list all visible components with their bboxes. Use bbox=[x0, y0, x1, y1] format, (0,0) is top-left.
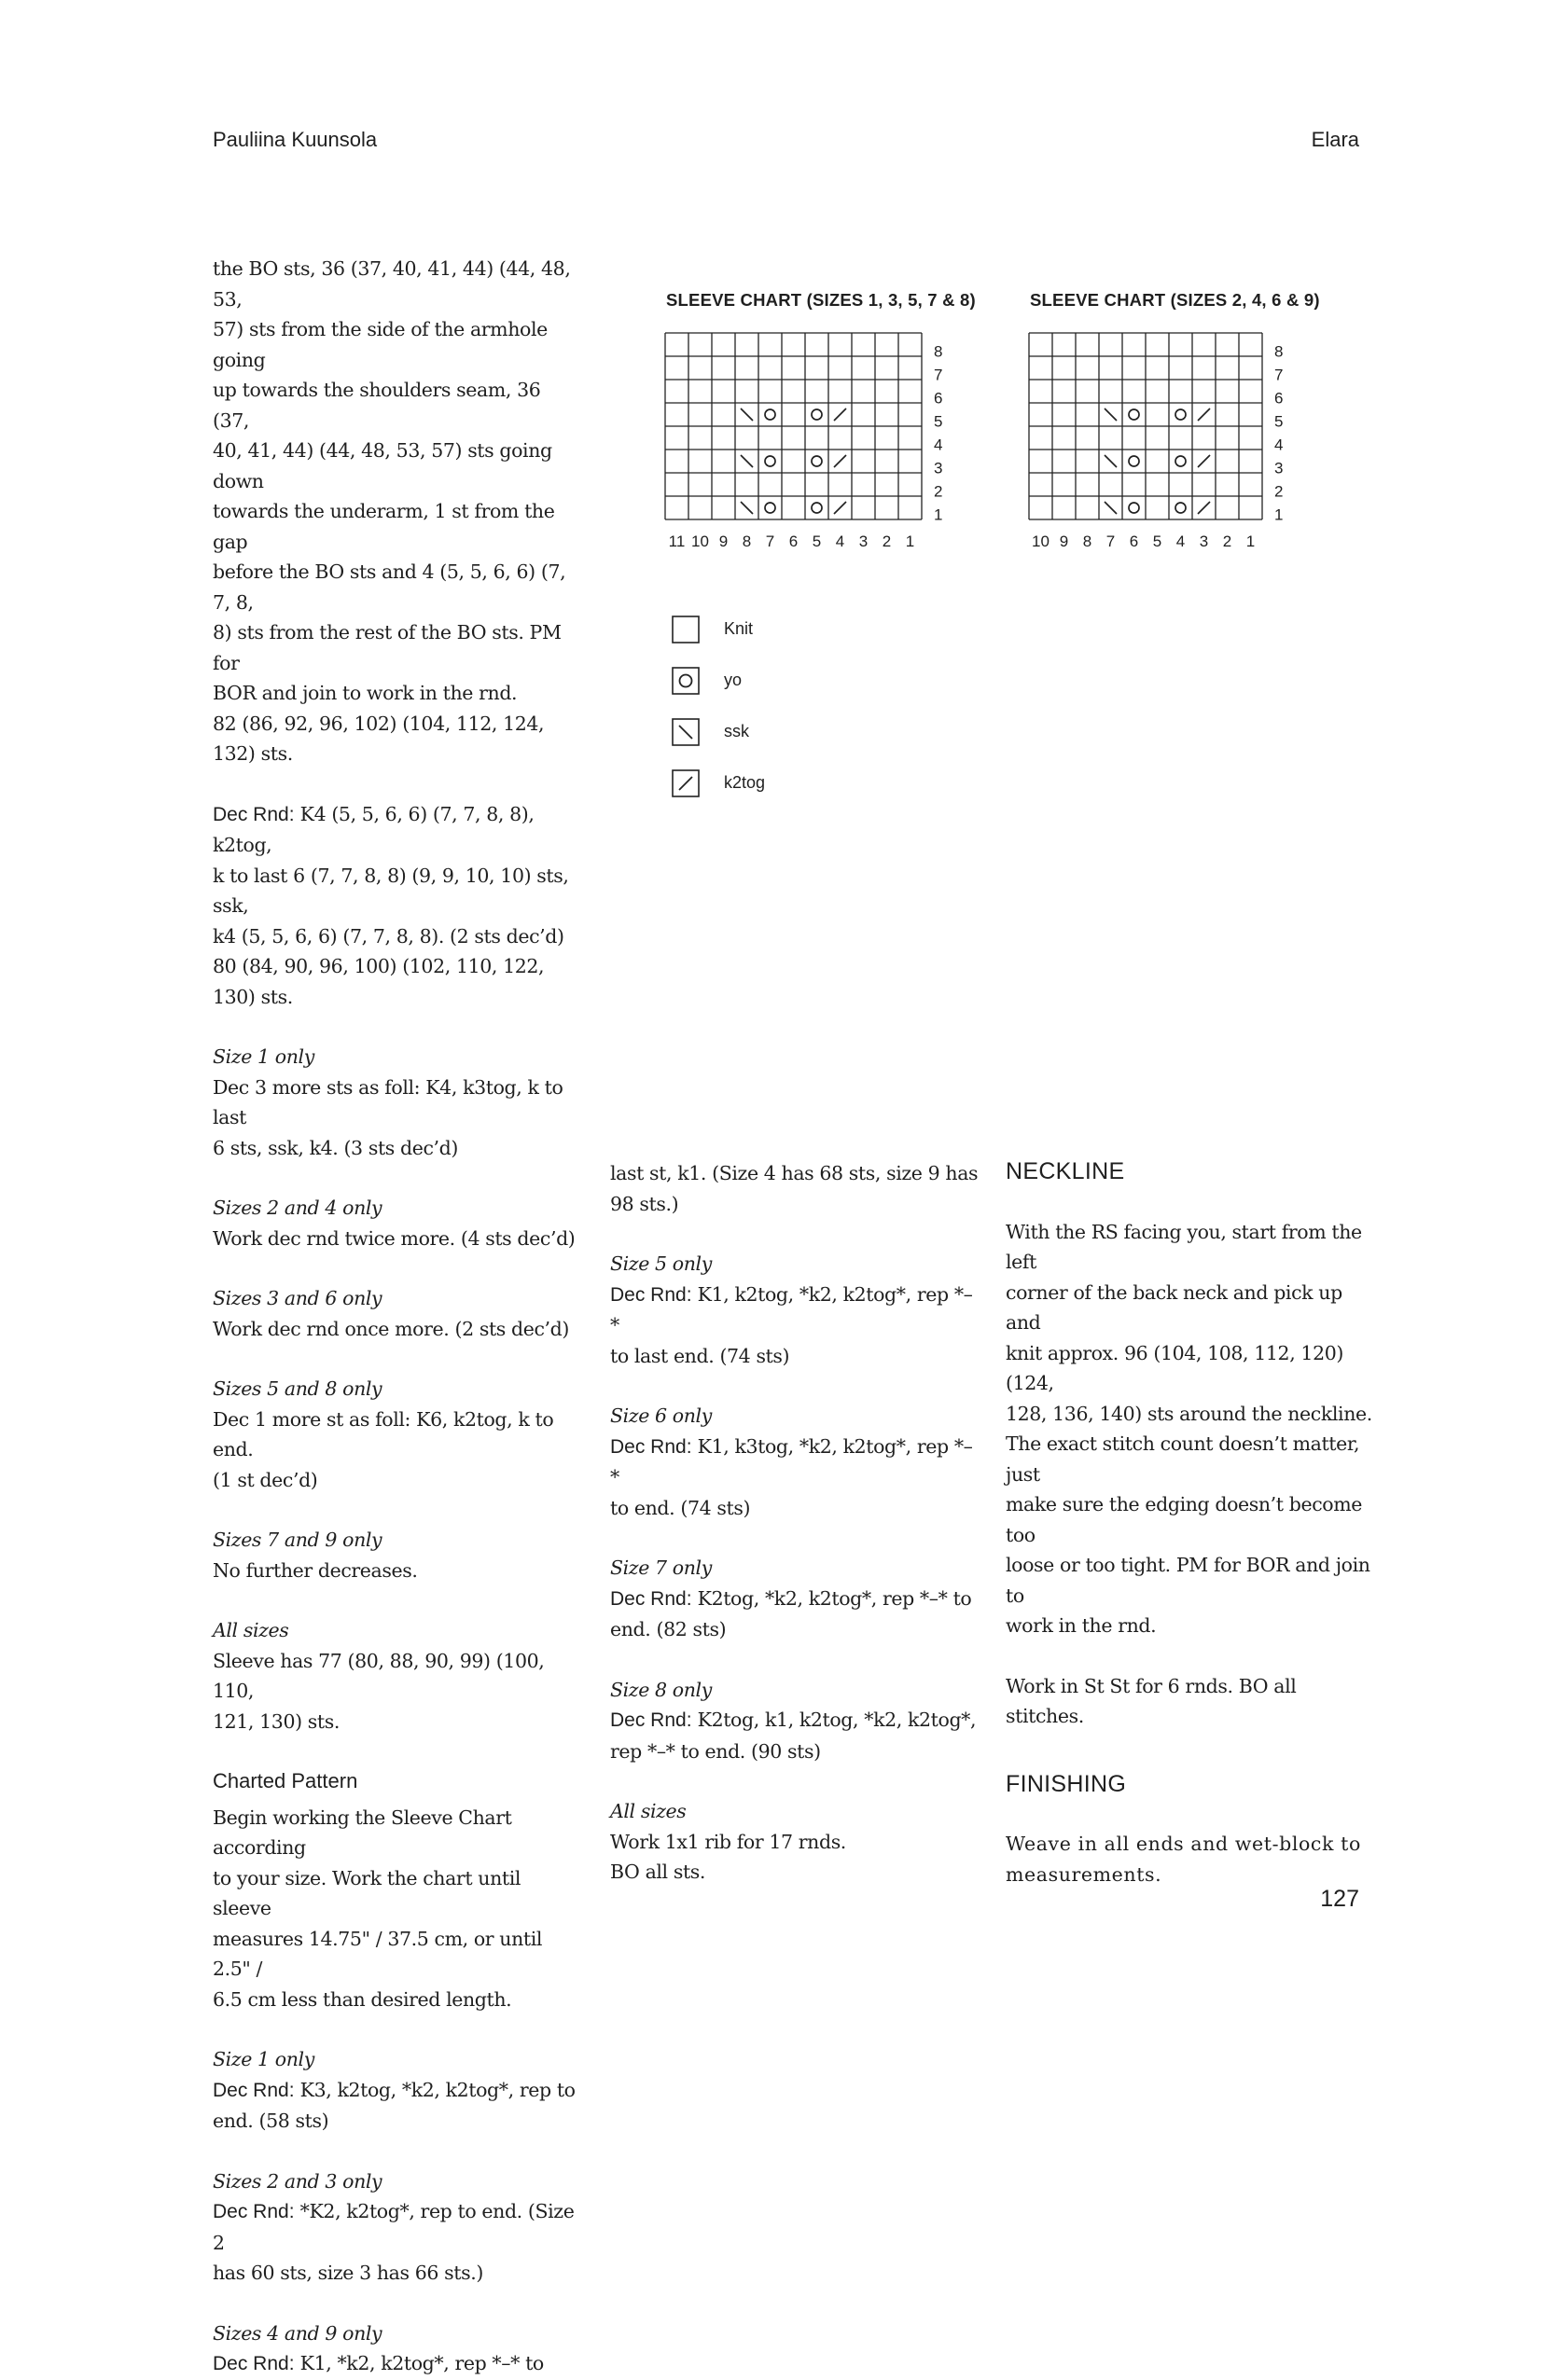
size-heading: Sizes 4 and 9 only bbox=[213, 2321, 382, 2345]
row-number: 2 bbox=[934, 482, 943, 501]
row-number: 4 bbox=[934, 436, 943, 454]
k2tog-symbol bbox=[834, 455, 846, 467]
size-heading: Size 5 only bbox=[610, 1252, 712, 1275]
ssk-symbol bbox=[1105, 455, 1117, 467]
sizes-5-8-block: Sizes 5 and 8 only Dec 1 more st as foll: K6, k2tog, k to end. (1 st dec’d) bbox=[213, 1374, 581, 1495]
size-heading: Sizes 2 and 4 only bbox=[213, 1197, 382, 1219]
right-column bbox=[1006, 1156, 1379, 1919]
row-number: 3 bbox=[1274, 459, 1284, 477]
sizes-2-4-block: Sizes 2 and 4 only Work dec rnd twice more. (4 sts dec’d) bbox=[213, 1193, 581, 1253]
yo-symbol bbox=[812, 503, 822, 513]
row-number: 8 bbox=[1274, 342, 1284, 361]
size-heading: Sizes 7 and 9 only bbox=[213, 1529, 382, 1551]
knit-icon bbox=[672, 616, 700, 643]
middle-column bbox=[610, 1158, 979, 1888]
yo-symbol bbox=[812, 456, 822, 466]
yo-symbol bbox=[812, 409, 822, 420]
k2tog-symbol bbox=[1198, 408, 1210, 421]
column-number: 5 bbox=[812, 533, 822, 550]
k2tog-symbol bbox=[834, 408, 846, 421]
row-number: 1 bbox=[934, 505, 943, 524]
size-8-block: Size 8 only Dec Rnd: K2tog, k1, k2tog, *k2, k2tog*, rep *–* to end. (90 sts) bbox=[610, 1675, 979, 1767]
k2tog-symbol bbox=[834, 502, 846, 514]
column-number: 11 bbox=[668, 533, 686, 550]
column-number: 10 bbox=[1032, 533, 1050, 550]
dec-rnd-label: Dec Rnd: bbox=[213, 803, 295, 825]
yo-symbol bbox=[1175, 409, 1186, 420]
neckline-paragraph: With the RS facing you, start from the left corner of the back neck and pick up and knit approx. 96 (104, 108, 112, 120) (124, 128, 136, 140) sts around the neckline. The exact stitch count doesn’t matter, just make sure the edging doesn’t become too loose or too tight. PM for BOR and join to work in the rnd. bbox=[1006, 1220, 1372, 1637]
column-number: 10 bbox=[691, 533, 709, 550]
chart-grid bbox=[1029, 333, 1262, 519]
continued-paragraph: last st, k1. (Size 4 has 68 sts, size 9 has 98 sts.) bbox=[610, 1162, 979, 1215]
column-number: 6 bbox=[1129, 533, 1139, 550]
column-number: 9 bbox=[718, 533, 729, 550]
yo-symbol bbox=[765, 456, 775, 466]
running-header-author: Pauliina Kuunsola bbox=[213, 128, 378, 151]
row-number: 7 bbox=[1274, 366, 1284, 384]
yo-symbol bbox=[1175, 503, 1186, 513]
left-column-top bbox=[213, 254, 581, 2380]
charted-pattern-paragraph: Begin working the Sleeve Chart according to your size. Work the chart until sleeve measures 14.75" / 37.5 cm, or until 2.5" / 6.5 cm less than desired length. bbox=[213, 1806, 543, 2011]
row-number: 5 bbox=[1274, 412, 1284, 431]
row-number: 6 bbox=[1274, 389, 1284, 408]
intro-paragraph: the BO sts, 36 (37, 40, 41, 44) (44, 48, 53, 57) sts from the side of the armhole going up towards the shoulders seam, 36 (37, 40, 41, 44) (44, 48, 53, 57) sts going down towards the underarm, 1 st from the gap before the BO sts and 4 (5, 5, 6, 6) (7, 7, 8, 8) sts from the rest of the BO sts. PM for BOR and join to work in the rnd. 82 (86, 92, 96, 102) (104, 112, 124, 132) sts. bbox=[213, 257, 571, 765]
all-sizes-block: All sizes Sleeve has 77 (80, 88, 90, 99) (100, 110, 121, 130) sts. bbox=[213, 1615, 581, 1737]
size-6-block: Size 6 only Dec Rnd: K1, k3tog, *k2, k2tog*, rep *–* to end. (74 sts) bbox=[610, 1401, 979, 1523]
ssk-symbol bbox=[741, 502, 753, 514]
column-number: 3 bbox=[1199, 533, 1209, 550]
sizes-4-9-dec-block: Sizes 4 and 9 only Dec Rnd: K1, *k2, k2tog*, rep *–* to bbox=[213, 2318, 581, 2380]
column-number: 1 bbox=[905, 533, 915, 550]
charted-pattern-heading: Charted Pattern bbox=[213, 1769, 358, 1792]
size-heading: All sizes bbox=[610, 1800, 687, 1822]
row-number: 5 bbox=[934, 412, 943, 431]
yo-symbol bbox=[765, 503, 775, 513]
row-number: 8 bbox=[934, 342, 943, 361]
column-number: 7 bbox=[1105, 533, 1116, 550]
row-number: 2 bbox=[1274, 482, 1284, 501]
sizes-2-3-dec-block: Sizes 2 and 3 only Dec Rnd: *K2, k2tog*, rep to end. (Size 2 has 60 sts, size 3 has 66 sts.) bbox=[213, 2166, 581, 2289]
column-number: 2 bbox=[1222, 533, 1232, 550]
column-number: 1 bbox=[1245, 533, 1256, 550]
k2tog-icon bbox=[672, 769, 700, 797]
yo-symbol bbox=[1129, 409, 1139, 420]
neckline-bo-paragraph: Work in St St for 6 rnds. BO all stitches. bbox=[1006, 1674, 1297, 1727]
yo-symbol bbox=[1129, 456, 1139, 466]
size-heading: Sizes 2 and 3 only bbox=[213, 2169, 382, 2193]
yo-symbol bbox=[1175, 456, 1186, 466]
row-number: 4 bbox=[1274, 436, 1284, 454]
column-number: 8 bbox=[1082, 533, 1092, 550]
finishing-paragraph: Weave in all ends and wet-block to measurements. bbox=[1006, 1833, 1361, 1886]
sleeve-chart-1 bbox=[653, 328, 970, 557]
size-5-block: Size 5 only Dec Rnd: K1, k2tog, *k2, k2tog*, rep *–* to last end. (74 sts) bbox=[610, 1249, 979, 1371]
column-number: 7 bbox=[765, 533, 775, 550]
sizes-3-6-block: Sizes 3 and 6 only Work dec rnd once more. (2 sts dec’d) bbox=[213, 1283, 581, 1344]
neckline-heading: NECKLINE bbox=[1006, 1158, 1125, 1184]
column-number: 8 bbox=[742, 533, 752, 550]
column-number: 6 bbox=[788, 533, 799, 550]
size-heading: All sizes bbox=[213, 1619, 289, 1641]
ssk-symbol bbox=[1105, 502, 1117, 514]
size-1-block: Size 1 only Dec 3 more sts as foll: K4, k3tog, k to last 6 sts, ssk, k4. (3 sts dec’d) bbox=[213, 1042, 581, 1163]
middle-all-sizes-block: All sizes Work 1x1 rib for 17 rnds. BO all sts. bbox=[610, 1796, 979, 1888]
ssk-symbol bbox=[1105, 408, 1117, 421]
sleeve-chart-2-title: SLEEVE CHART (SIZES 2, 4, 6 & 9) bbox=[1030, 290, 1320, 310]
page-number: 127 bbox=[1320, 1886, 1359, 1912]
column-number: 3 bbox=[858, 533, 869, 550]
size-heading: Size 8 only bbox=[610, 1678, 712, 1701]
size-heading: Size 7 only bbox=[610, 1557, 712, 1579]
chart-grid bbox=[665, 333, 922, 519]
k2tog-symbol bbox=[1198, 455, 1210, 467]
yo-symbol bbox=[765, 409, 775, 420]
size-heading: Size 1 only bbox=[213, 2048, 314, 2070]
row-number: 6 bbox=[934, 389, 943, 408]
k2tog-symbol bbox=[1198, 502, 1210, 514]
size-heading: Sizes 3 and 6 only bbox=[213, 1287, 382, 1309]
row-number: 3 bbox=[934, 459, 943, 477]
size-7-block: Size 7 only Dec Rnd: K2tog, *k2, k2tog*, rep *–* to end. (82 sts) bbox=[610, 1553, 979, 1645]
column-number: 4 bbox=[1175, 533, 1186, 550]
size-heading: Size 1 only bbox=[213, 1045, 314, 1068]
ssk-icon bbox=[672, 718, 700, 746]
size-heading: Size 6 only bbox=[610, 1404, 712, 1427]
ssk-symbol bbox=[741, 455, 753, 467]
column-number: 2 bbox=[882, 533, 892, 550]
sleeve-chart-1-title: SLEEVE CHART (SIZES 1, 3, 5, 7 & 8) bbox=[666, 290, 976, 310]
ssk-symbol bbox=[741, 408, 753, 421]
size-heading: Sizes 5 and 8 only bbox=[213, 1377, 382, 1400]
sleeve-chart-2 bbox=[1017, 328, 1315, 557]
yo-symbol bbox=[1129, 503, 1139, 513]
sizes-7-9-block: Sizes 7 and 9 only No further decreases. bbox=[213, 1525, 581, 1585]
column-number: 4 bbox=[835, 533, 845, 550]
row-number: 7 bbox=[934, 366, 943, 384]
row-number: 1 bbox=[1274, 505, 1284, 524]
running-header-title: Elara bbox=[1311, 128, 1359, 151]
yo-icon bbox=[672, 667, 700, 695]
dec-rnd-paragraph: Dec Rnd: K4 (5, 5, 6, 6) (7, 7, 8, 8), k2tog, k to last 6 (7, 7, 8, 8) (9, 9, 10, 10) sts, ssk, k4 (5, 5, 6, 6) (7, 7, 8, 8). (2 sts dec’d) 80 (84, 90, 96, 100) (102, 110, 122, 130) sts. bbox=[213, 802, 569, 1008]
size-1-dec-block: Size 1 only Dec Rnd: K3, k2tog, *k2, k2tog*, rep to end. (58 sts) bbox=[213, 2044, 581, 2137]
column-number: 9 bbox=[1059, 533, 1069, 550]
column-number: 5 bbox=[1152, 533, 1162, 550]
finishing-heading: FINISHING bbox=[1006, 1770, 1127, 1797]
